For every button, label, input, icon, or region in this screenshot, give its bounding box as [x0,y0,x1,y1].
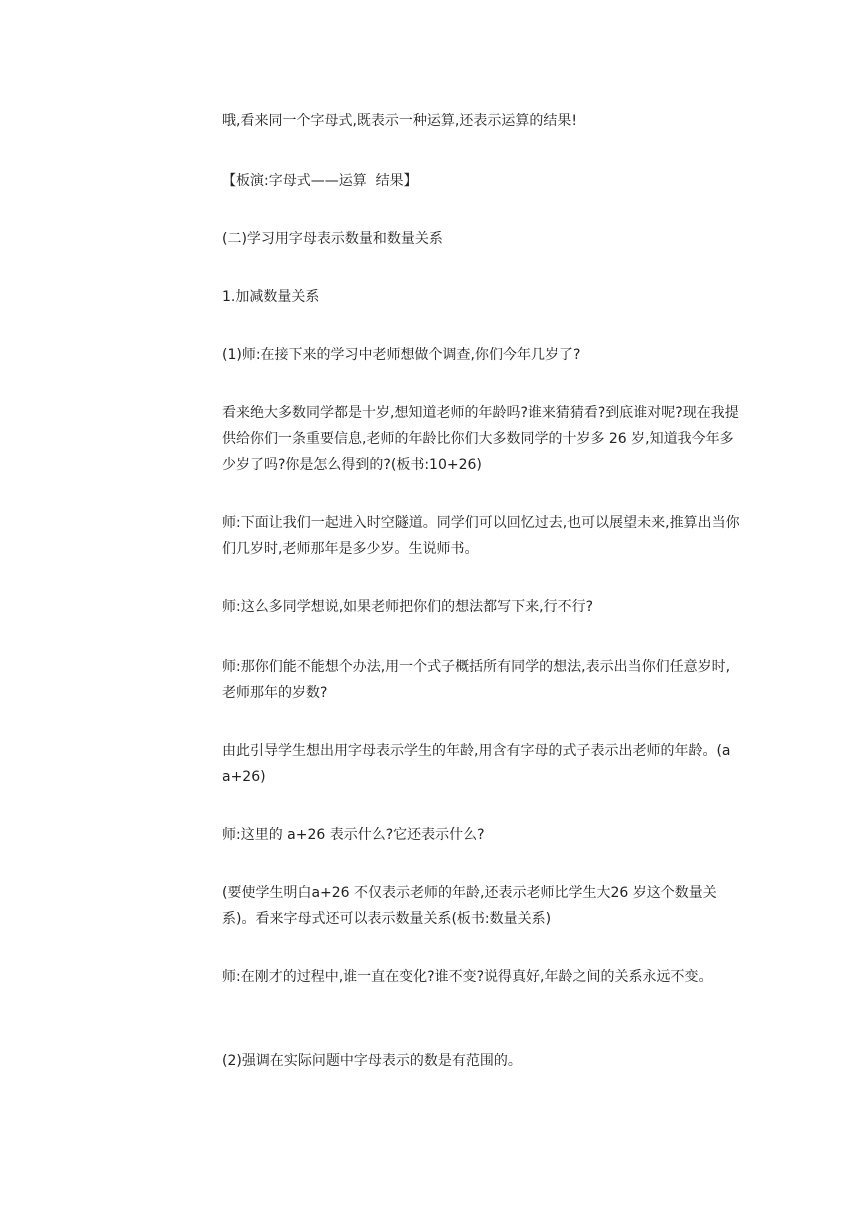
paragraph-14: (2)强调在实际问题中字母表示的数是有范围的。 [222,1053,522,1069]
paragraph-8: 师:这么多同学想说,如果老师把你们的想法都写下来,行不行? [222,599,594,615]
paragraph-11: 师:这里的 a+26 表示什么?它还表示什么? [222,827,485,843]
paragraph-5: (1)师:在接下来的学习中老师想做个调查,你们今年几岁了? [222,347,581,363]
paragraph-4: 1.加减数量关系 [222,289,320,305]
paragraph-1: 哦,看来同一个字母式,既表示一种运算,还表示运算的结果! [222,113,577,129]
paragraph-2: 【板演:字母式——运算 结果】 [222,173,418,189]
paragraph-3: (二)学习用字母表示数量和数量关系 [222,231,443,247]
paragraph-13: 师:在刚才的过程中,谁一直在变化?谁不变?说得真好,年龄之间的关系永远不变。 [222,969,713,985]
paragraph-7: 师:下面让我们一起进入时空隧道。同学们可以回忆过去,也可以展望未来,推算出当你们几岁时,老师那年是多少岁。生说师书。 [222,515,740,557]
paragraph-12: (要使学生明白a+26 不仅表示老师的年龄,还表示老师比学生大26 岁这个数量关系)。看来字母式还可以表示数量关系(板书:数量关系) [222,885,717,927]
paragraph-6: 看来绝大多数同学都是十岁,想知道老师的年龄吗?谁来猜猜看?到底谁对呢?现在我提供给你们一条重要信息,老师的年龄比你们大多数同学的十岁多 26 岁,知道我今年多少岁了吗?你是怎么得到的?(板书:10+26) [222,405,739,473]
paragraph-9: 师:那你们能不能想个办法,用一个式子概括所有同学的想法,表示出当你们任意岁时,老师那年的岁数? [222,659,731,701]
paragraph-10: 由此引导学生想出用字母表示学生的年龄,用含有字母的式子表示出老师的年龄。(a a+26) [222,743,771,785]
